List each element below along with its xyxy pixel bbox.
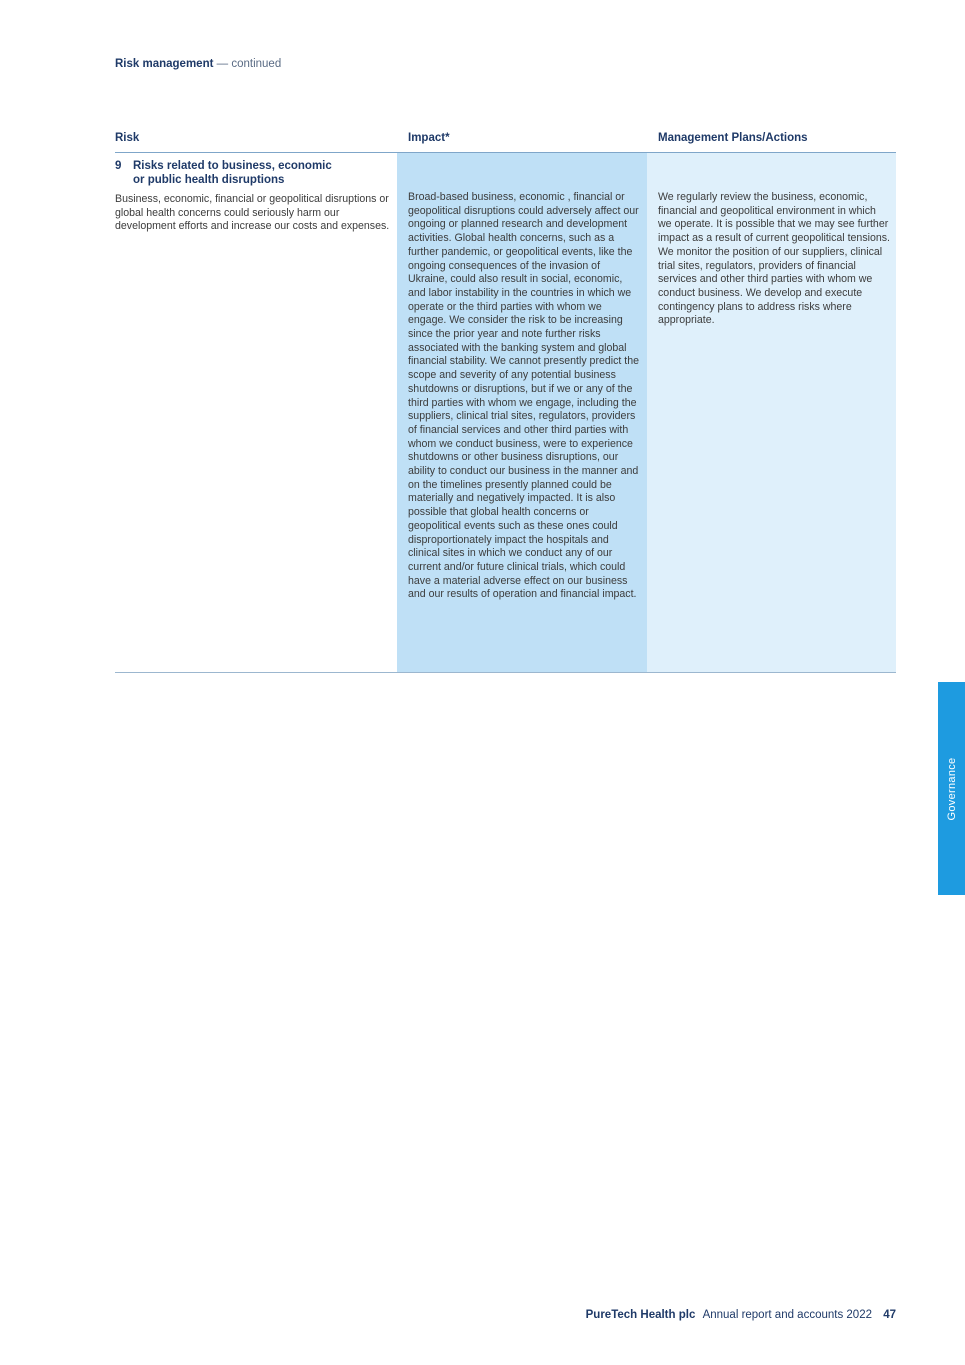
risk-title-text: Risks related to business, economic or public health disruptions <box>133 160 332 186</box>
column-header-risk: Risk <box>115 132 140 144</box>
page-footer <box>586 1309 896 1321</box>
table-bottom-divider <box>115 672 896 673</box>
section-side-tab[interactable] <box>938 682 965 895</box>
impact-text: Broad-based business, economic , financial or geopolitical disruptions could adversely affect our ongoing or planned research and development activities. Global health concerns, such as a further pandemic, or geopolitical events, like the ongoing consequences of the invasion of Ukraine, could also result in social, economic, and labor instability in the countries in which we operate or the third parties with whom we engage. We consider the risk to be increasing since the prior year and note further risks associated with the banking system and global financial stability. We cannot presently predict the scope and severity of any potential business shutdowns or disruptions, but if we or any of the third parties with whom we engage, including the suppliers, clinical trial sites, regulators, providers of financial services and other third parties with whom we conduct business, were to experience shutdowns or other business disruptions, our ability to conduct our business in the manner and on the timelines presently planned could be materially and negatively impacted. It is also possible that global health concerns or geopolitical events such as these ones could disproportionately impact the hospitals and clinical sites in which we conduct any of our current and/or future clinical trials, which could have a material adverse effect on our business and our results of operation and financial impact. <box>408 191 640 601</box>
risk-title <box>115 159 385 187</box>
running-header <box>115 58 281 70</box>
header-divider <box>115 152 896 153</box>
section-suffix: — continued <box>216 58 282 70</box>
section-title: Risk management <box>115 58 214 70</box>
risk-number: 9 <box>115 160 122 172</box>
management-text: We regularly review the business, economic, financial and geopolitical environment in which we operate. It is possible that we may see further impact as a result of current geopolitical tensions. We monitor the position of our suppliers, clinical trial sites, regulators, providers of financial services and other third parties with whom we conduct business. We develop and execute contingency plans to address risks where appropriate. <box>658 191 891 327</box>
footer-report: Annual report and accounts 2022 <box>702 1309 872 1321</box>
side-tab-label: Governance <box>945 757 958 820</box>
column-header-impact: Impact* <box>408 132 450 144</box>
risk-description: Business, economic, financial or geopolitical disruptions or global health concerns could seriously harm our development efforts and increase our costs and expenses. <box>115 193 390 233</box>
page-number: 47 <box>883 1309 896 1321</box>
footer-company: PureTech Health plc <box>585 1309 696 1321</box>
column-header-management: Management Plans/Actions <box>658 132 808 144</box>
